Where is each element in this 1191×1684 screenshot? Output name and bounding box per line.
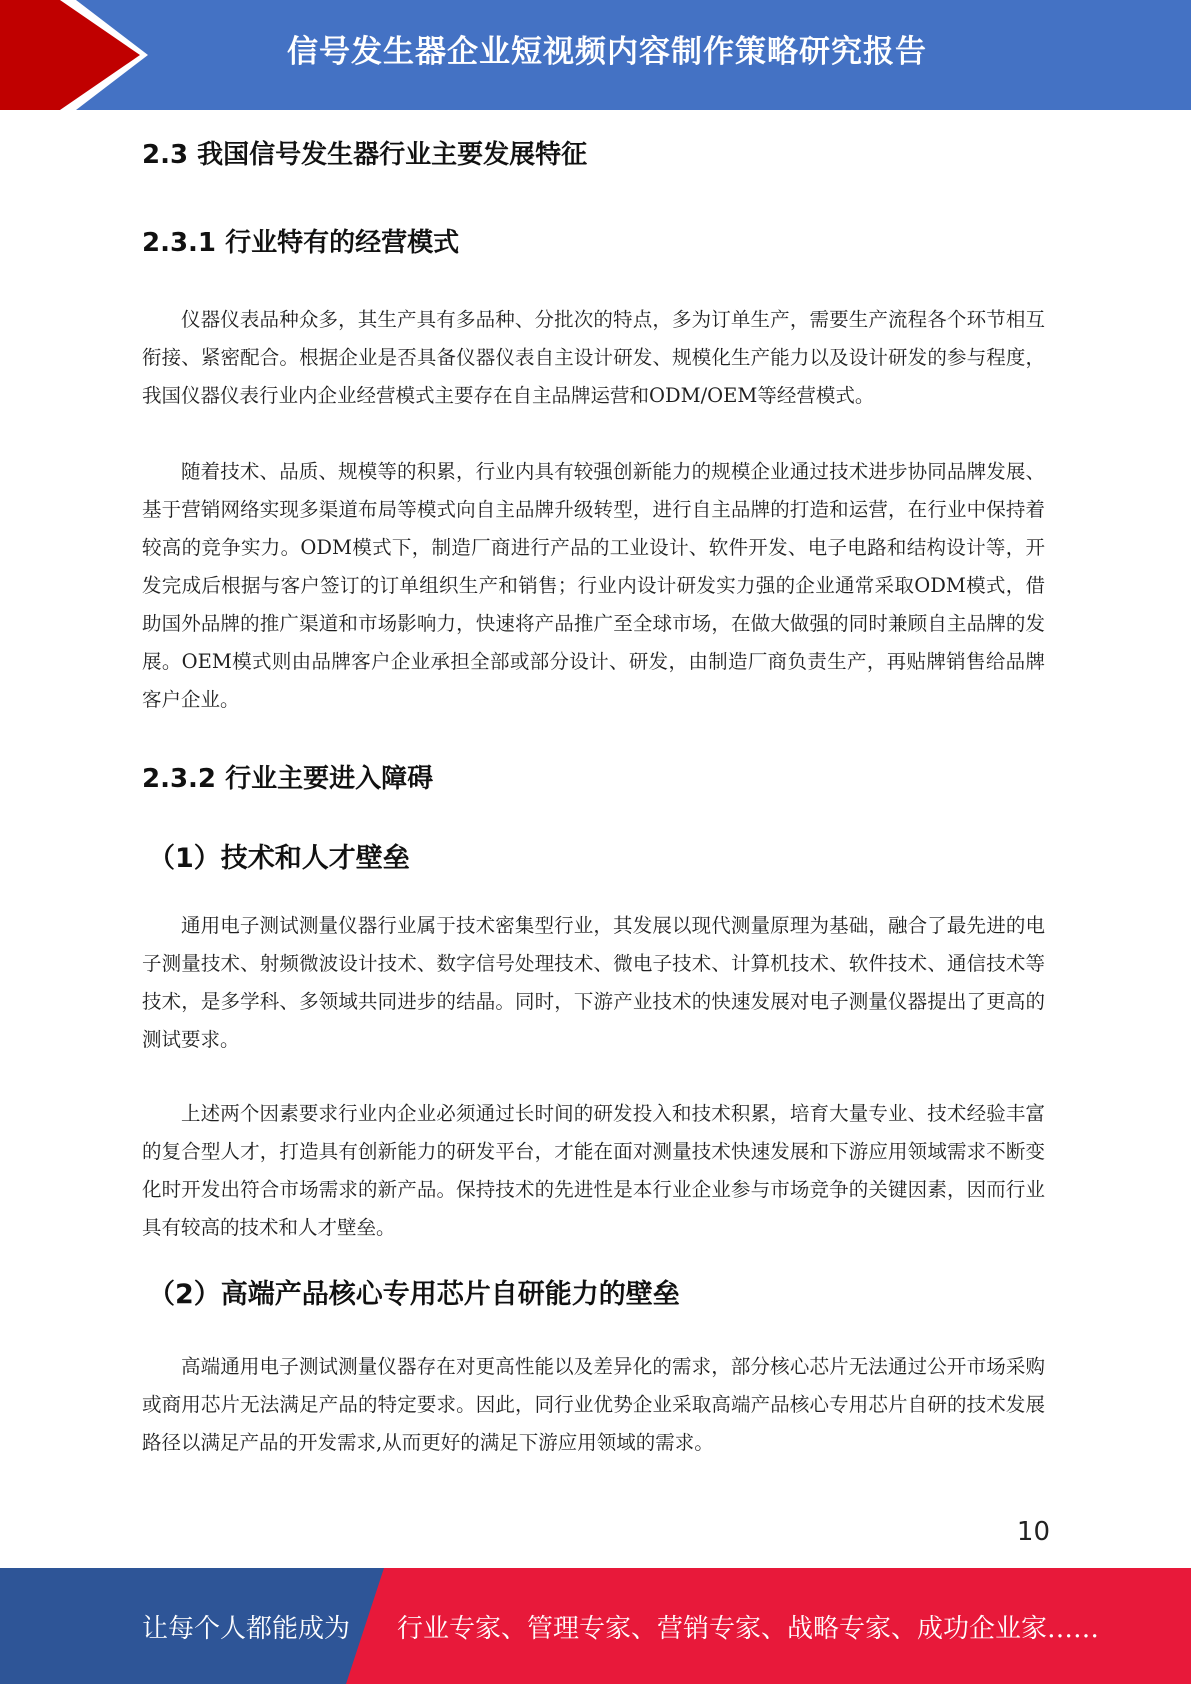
paragraph-chip-research: 高端通用电子测试测量仪器存在对更高性能以及差异化的需求，部分核心芯片无法通过公开市场采购或商用芯片无法满足产品的特定要求。因此，同行业优势企业采取高端产品核心专用芯片自研的技术发展路径以满足产品的开发需求,从而更好的满足下游应用领域的需求。	[142, 1355, 1045, 1454]
paragraph-tech-intensive: 通用电子测试测量仪器行业属于技术密集型行业，其发展以现代测量原理为基础，融合了最先进的电子测量技术、射频微波设计技术、数字信号处理技术、微电子技术、计算机技术、软件技术、通信技术等技术，是多学科、多领域共同进步的结晶。同时，下游产业技术的快速发展对电子测量仪器提出了更高的测试要求。	[142, 914, 1045, 1051]
footer-slogan-right: 行业专家、管理专家、营销专家、战略专家、成功企业家……	[397, 1614, 1100, 1644]
paragraph-talent-barrier: 上述两个因素要求行业内企业必须通过长时间的研发投入和技术积累，培育大量专业、技术经验丰富的复合型人才，打造具有创新能力的研发平台，才能在面对测量技术快速发展和下游应用领域需求不断变化时开发出符合市场需求的新产品。保持技术的先进性是本行业企业参与市场竞争的关键因素，因而行业具有较高的技术和人才壁垒。	[142, 1102, 1045, 1239]
item-heading-tech-talent: （1）技术和人才壁垒	[148, 843, 410, 874]
paragraph-business-model: 仪器仪表品种众多，其生产具有多品种、分批次的特点，多为订单生产，需要生产流程各个环节相互衔接、紧密配合。根据企业是否具备仪器仪表自主设计研发、规模化生产能力以及设计研发的参与程度，我国仪器仪表行业内企业经营模式主要存在自主品牌运营和ODM/OEM等经营模式。	[142, 308, 1045, 407]
section-heading-2-3-2: 2.3.2 行业主要进入障碍	[142, 764, 434, 794]
section-heading-2-3: 2.3 我国信号发生器行业主要发展特征	[142, 140, 588, 170]
footer-slogan-left: 让每个人都能成为	[142, 1614, 351, 1644]
header-title: 信号发生器企业短视频内容制作策略研究报告	[287, 34, 927, 70]
item-heading-chip-barrier: （2）高端产品核心专用芯片自研能力的壁垒	[148, 1279, 680, 1310]
page-footer	[0, 1568, 1191, 1684]
section-heading-2-3-1: 2.3.1 行业特有的经营模式	[142, 228, 460, 258]
page-header	[0, 0, 1191, 110]
paragraph-brand-odm-oem: 随着技术、品质、规模等的积累，行业内具有较强创新能力的规模企业通过技术进步协同品牌发展、基于营销网络实现多渠道布局等模式向自主品牌升级转型，进行自主品牌的打造和运营，在行业中保持着较高的竞争实力。ODM模式下，制造厂商进行产品的工业设计、软件开发、电子电路和结构设计等，开发完成后根据与客户签订的订单组织生产和销售；行业内设计研发实力强的企业通常采取ODM模式，借助国外品牌的推广渠道和市场影响力，快速将产品推广至全球市场，在做大做强的同时兼顾自主品牌的发展。OEM模式则由品牌客户企业承担全部或部分设计、研发，由制造厂商负责生产，再贴牌销售给品牌客户企业。	[142, 460, 1045, 711]
page-number: 10	[1016, 1517, 1050, 1547]
